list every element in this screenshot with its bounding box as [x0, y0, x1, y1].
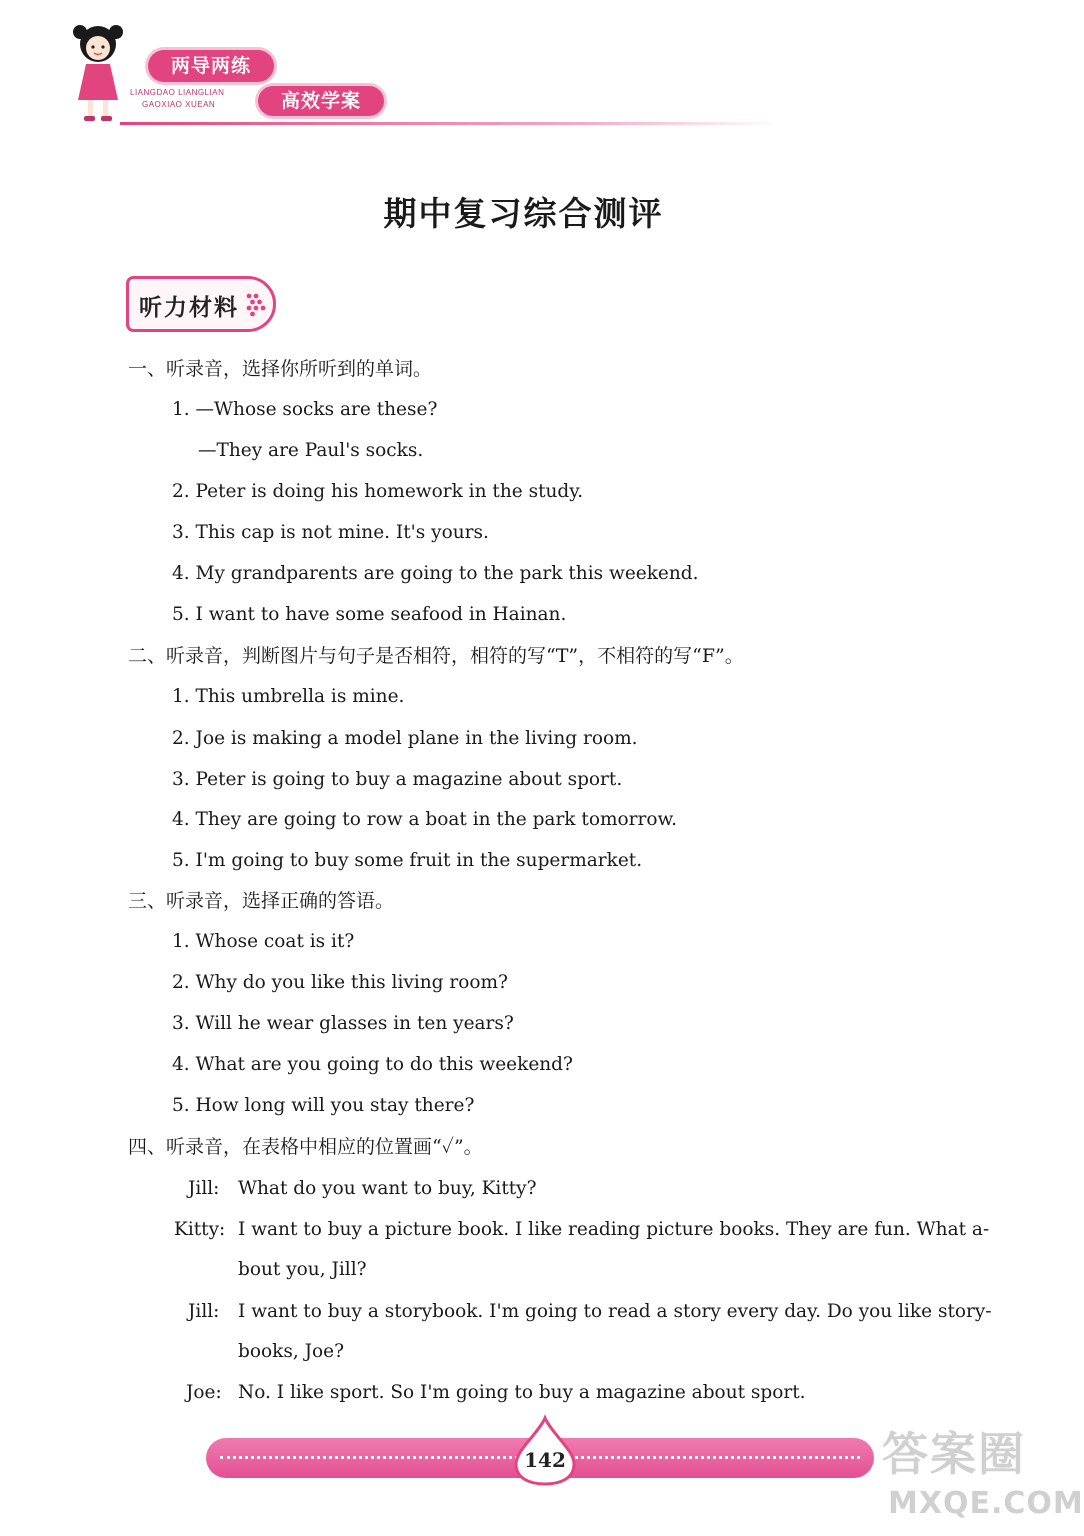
- section-heading-3: 三、听录音，选择正确的答语。: [128, 890, 395, 912]
- dialogue-line: books, Joe?: [238, 1341, 345, 1362]
- page-number: 142: [524, 1448, 566, 1472]
- series-pinyin-bottom: GAOXIAO XUEAN: [142, 100, 216, 109]
- list-item: 2. Peter is doing his homework in the study.: [172, 481, 584, 502]
- dialogue-speaker: Joe:: [186, 1382, 222, 1403]
- dialogue-speaker: Jill:: [188, 1178, 220, 1199]
- dialogue-line: What do you want to buy, Kitty?: [238, 1178, 537, 1199]
- list-item: 3. This cap is not mine. It's yours.: [172, 522, 489, 543]
- dialogue-line: I want to buy a storybook. I'm going to read a story every day. Do you like story-: [238, 1301, 992, 1322]
- girl-mascot-icon: [66, 18, 130, 128]
- section-heading-2: 二、听录音，判断图片与句子是否相符，相符的写“T”，不相符的写“F”。: [128, 645, 744, 667]
- dialogue-speaker: Kitty:: [174, 1219, 226, 1240]
- list-item: 1. This umbrella is mine.: [172, 686, 405, 707]
- list-item: 5. I'm going to buy some fruit in the supermarket.: [172, 850, 643, 871]
- list-item: 4. What are you going to do this weekend?: [172, 1054, 573, 1075]
- list-item: 4. They are going to row a boat in the park tomorrow.: [172, 809, 677, 830]
- series-badge-top: 两导两练: [148, 50, 274, 82]
- watermark-text: 答案圈: [882, 1427, 1026, 1481]
- dialogue-speaker: Jill:: [188, 1301, 220, 1322]
- section-tag: [126, 276, 276, 332]
- list-item: 1. —Whose socks are these?: [172, 399, 438, 420]
- dialogue-line: bout you, Jill?: [238, 1259, 367, 1280]
- list-item: 2. Why do you like this living room?: [172, 972, 508, 993]
- dialogue-line: No. I like sport. So I'm going to buy a magazine about sport.: [238, 1382, 806, 1403]
- list-item: 5. I want to have some seafood in Hainan.: [172, 604, 567, 625]
- list-item: 2. Joe is making a model plane in the living room.: [172, 728, 638, 749]
- series-badge-bottom: 高效学案: [258, 86, 384, 116]
- list-item: 3. Will he wear glasses in ten years?: [172, 1013, 514, 1034]
- watermark-url: MXQE.COM: [888, 1486, 1084, 1521]
- header-divider: [120, 122, 780, 125]
- page-header: [0, 0, 1047, 140]
- section-tag-label: 听力材料: [139, 295, 239, 321]
- section-heading-1: 一、听录音，选择你所听到的单词。: [128, 358, 433, 380]
- list-item: 4. My grandparents are going to the park this weekend.: [172, 563, 699, 584]
- list-item: 3. Peter is going to buy a magazine about sport.: [172, 769, 623, 790]
- list-item: 1. Whose coat is it?: [172, 931, 355, 952]
- watermark-logo: [882, 1418, 1084, 1528]
- series-pinyin-top: LIANGDAO LIANGLIAN: [130, 88, 225, 97]
- section-heading-4: 四、听录音，在表格中相应的位置画“✓”。: [128, 1136, 483, 1158]
- dialogue-line: I want to buy a picture book. I like reading picture books. They are fun. What a-: [238, 1219, 990, 1240]
- dots-decoration-icon: [245, 291, 267, 319]
- list-item: —They are Paul's socks.: [198, 440, 424, 461]
- page-title: 期中复习综合测评: [383, 194, 664, 233]
- list-item: 5. How long will you stay there?: [172, 1095, 475, 1116]
